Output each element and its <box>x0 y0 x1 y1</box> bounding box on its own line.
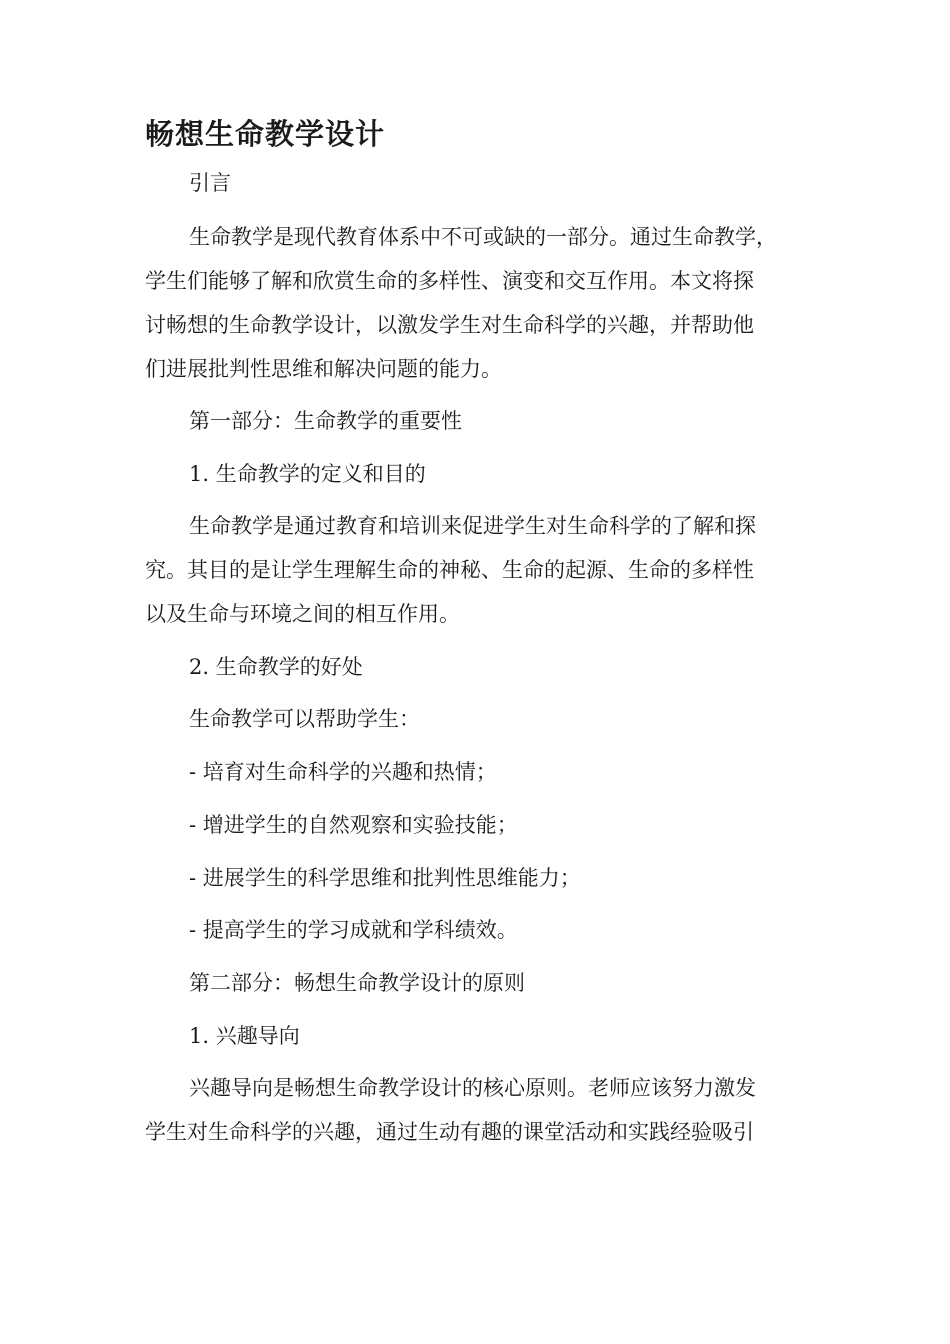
part2-section-1-heading: 1. 兴趣导向 <box>189 1024 300 1048</box>
intro-line-1: 生命教学是现代教育体系中不可或缺的一部分。通过生命教学， <box>189 225 777 249</box>
part2-section-1-line-1: 兴趣导向是畅想生命教学设计的核心原则。老师应该努力激发 <box>189 1076 756 1100</box>
section-1-heading: 1. 生命教学的定义和目的 <box>189 462 426 486</box>
intro-line-4: 们进展批判性思维和解决问题的能力。 <box>145 357 502 381</box>
part2-section-1-line-2: 学生对生命科学的兴趣，通过生动有趣的课堂活动和实践经验吸引 <box>145 1120 754 1144</box>
part1-heading: 第一部分：生命教学的重要性 <box>189 409 462 433</box>
section-2-intro: 生命教学可以帮助学生： <box>189 707 420 731</box>
intro-line-2: 学生们能够了解和欣赏生命的多样性、演变和交互作用。本文将探 <box>145 269 754 293</box>
benefit-item: - 进展学生的科学思维和批判性思维能力； <box>189 866 581 890</box>
section-2-heading: 2. 生命教学的好处 <box>189 655 363 679</box>
section-1-line-3: 以及生命与环境之间的相互作用。 <box>145 602 460 626</box>
intro-heading: 引言 <box>189 171 231 195</box>
section-1-line-1: 生命教学是通过教育和培训来促进学生对生命科学的了解和探 <box>189 514 756 538</box>
benefit-item: - 提高学生的学习成就和学科绩效。 <box>189 918 518 942</box>
section-1-line-2: 究。其目的是让学生理解生命的神秘、生命的起源、生命的多样性 <box>145 558 754 582</box>
part2-heading: 第二部分：畅想生命教学设计的原则 <box>189 971 525 995</box>
intro-line-3: 讨畅想的生命教学设计，以激发学生对生命科学的兴趣，并帮助他 <box>145 313 754 337</box>
benefit-item: - 增进学生的自然观察和实验技能； <box>189 813 518 837</box>
benefit-item: - 培育对生命科学的兴趣和热情； <box>189 760 497 784</box>
page-title: 畅想生命教学设计 <box>145 117 386 151</box>
